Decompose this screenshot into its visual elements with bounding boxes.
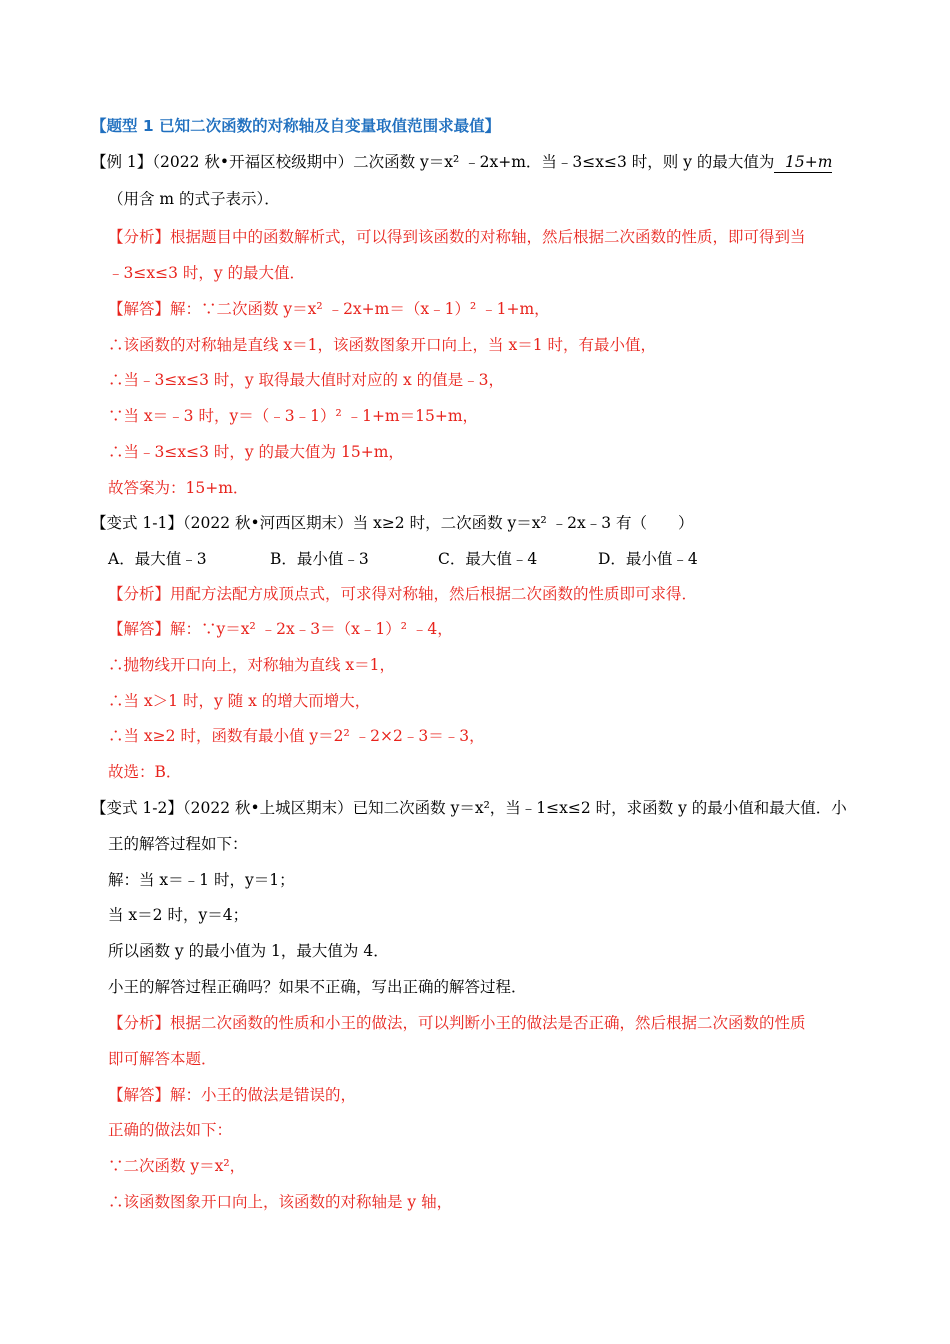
variant12-solution-1: 【解答】解：小王的做法是错误的， <box>108 1086 357 1104</box>
example1-question-line2: （用含 m 的式子表示）． <box>108 190 280 208</box>
variant11-options <box>108 547 868 571</box>
example1-solution-2: ∴该函数的对称轴是直线 x＝1，该函数图象开口向上，当 x＝1 时，有最小值， <box>108 336 656 354</box>
variant11-solution-3: ∴当 x＞1 时，y 随 x 的增大而增大， <box>108 692 371 710</box>
variant12-process-1: 解：当 x＝﹣1 时，y＝1； <box>108 871 295 889</box>
variant12-process-2: 当 x＝2 时，y＝4； <box>108 906 249 924</box>
variant11-solution-2: ∴抛物线开口向上，对称轴为直线 x＝1， <box>108 656 396 674</box>
example1-solution-3: ∴当﹣3≤x≤3 时，y 取得最大值时对应的 x 的值是﹣3， <box>108 371 505 389</box>
example1-tag: 【例 1】 <box>91 153 153 171</box>
example1-analysis: 【分析】根据题目中的函数解析式，可以得到该函数的对称轴，然后根据二次函数的性质，即可得到当 <box>108 228 806 246</box>
example1-solution-4: ∵当 x＝﹣3 时，y＝（﹣3﹣1）² ﹣1+m＝15+m， <box>108 407 479 425</box>
option-b: B．最小值﹣3 <box>270 550 369 568</box>
variant12-solution-2: 正确的做法如下： <box>108 1121 233 1139</box>
example1-question <box>91 150 832 174</box>
example1-analysis-line2: ﹣3≤x≤3 时，y 的最大值． <box>108 264 306 282</box>
option-a: A．最大值﹣3 <box>108 550 207 568</box>
option-c: C．最大值﹣4 <box>438 550 538 568</box>
option-d: D．最小值﹣4 <box>598 550 698 568</box>
variant12-process-3: 所以函数 y 的最小值为 1，最大值为 4． <box>108 942 389 960</box>
example1-solution-6: 故答案为：15+m． <box>108 479 249 497</box>
variant11-solution-4: ∴当 x≥2 时，函数有最小值 y＝2² ﹣2×2﹣3＝﹣3， <box>108 727 485 745</box>
variant12-process-4: 小王的解答过程正确吗？如果不正确，写出正确的解答过程． <box>108 978 527 996</box>
section-heading: 【题型 1 已知二次函数的对称轴及自变量取值范围求最值】 <box>91 117 501 135</box>
variant11-solution-1: 【解答】解：∵y＝x² ﹣2x﹣3＝（x﹣1）² ﹣4， <box>108 620 453 638</box>
variant12-solution-3: ∵二次函数 y＝x²， <box>108 1157 246 1175</box>
example1-text: （2022 秋•开福区校级期中）二次函数 y＝x² ﹣2x+m．当﹣3≤x≤3 时，则 y 的最大值为 <box>152 153 775 171</box>
variant11-solution-5: 故选：B． <box>108 763 182 781</box>
example1-solution-1: 【解答】解：∵二次函数 y＝x² ﹣2x+m＝（x﹣1）² ﹣1+m， <box>108 300 550 318</box>
example1-solution-5: ∴当﹣3≤x≤3 时，y 的最大值为 15+m， <box>108 443 404 461</box>
variant12-question: 【变式 1-2】（2022 秋•上城区期末）已知二次函数 y＝x²，当﹣1≤x≤2 时，求函数 y 的最小值和最大值．小 <box>91 799 847 817</box>
variant11-question: 【变式 1-1】（2022 秋•河西区期末）当 x≥2 时，二次函数 y＝x² ﹣2x﹣3 有（ ） <box>91 514 694 532</box>
variant12-question-line2: 王的解答过程如下： <box>108 835 248 853</box>
variant12-analysis: 【分析】根据二次函数的性质和小王的做法，可以判断小王的做法是否正确，然后根据二次函数的性质 <box>108 1014 806 1032</box>
example1-answer: 15+m <box>774 152 832 173</box>
variant12-solution-4: ∴该函数图象开口向上，该函数的对称轴是 y 轴， <box>108 1193 453 1211</box>
variant11-analysis: 【分析】用配方法配方成顶点式，可求得对称轴，然后根据二次函数的性质即可求得． <box>108 585 698 603</box>
variant12-analysis-line2: 即可解答本题． <box>108 1050 217 1068</box>
